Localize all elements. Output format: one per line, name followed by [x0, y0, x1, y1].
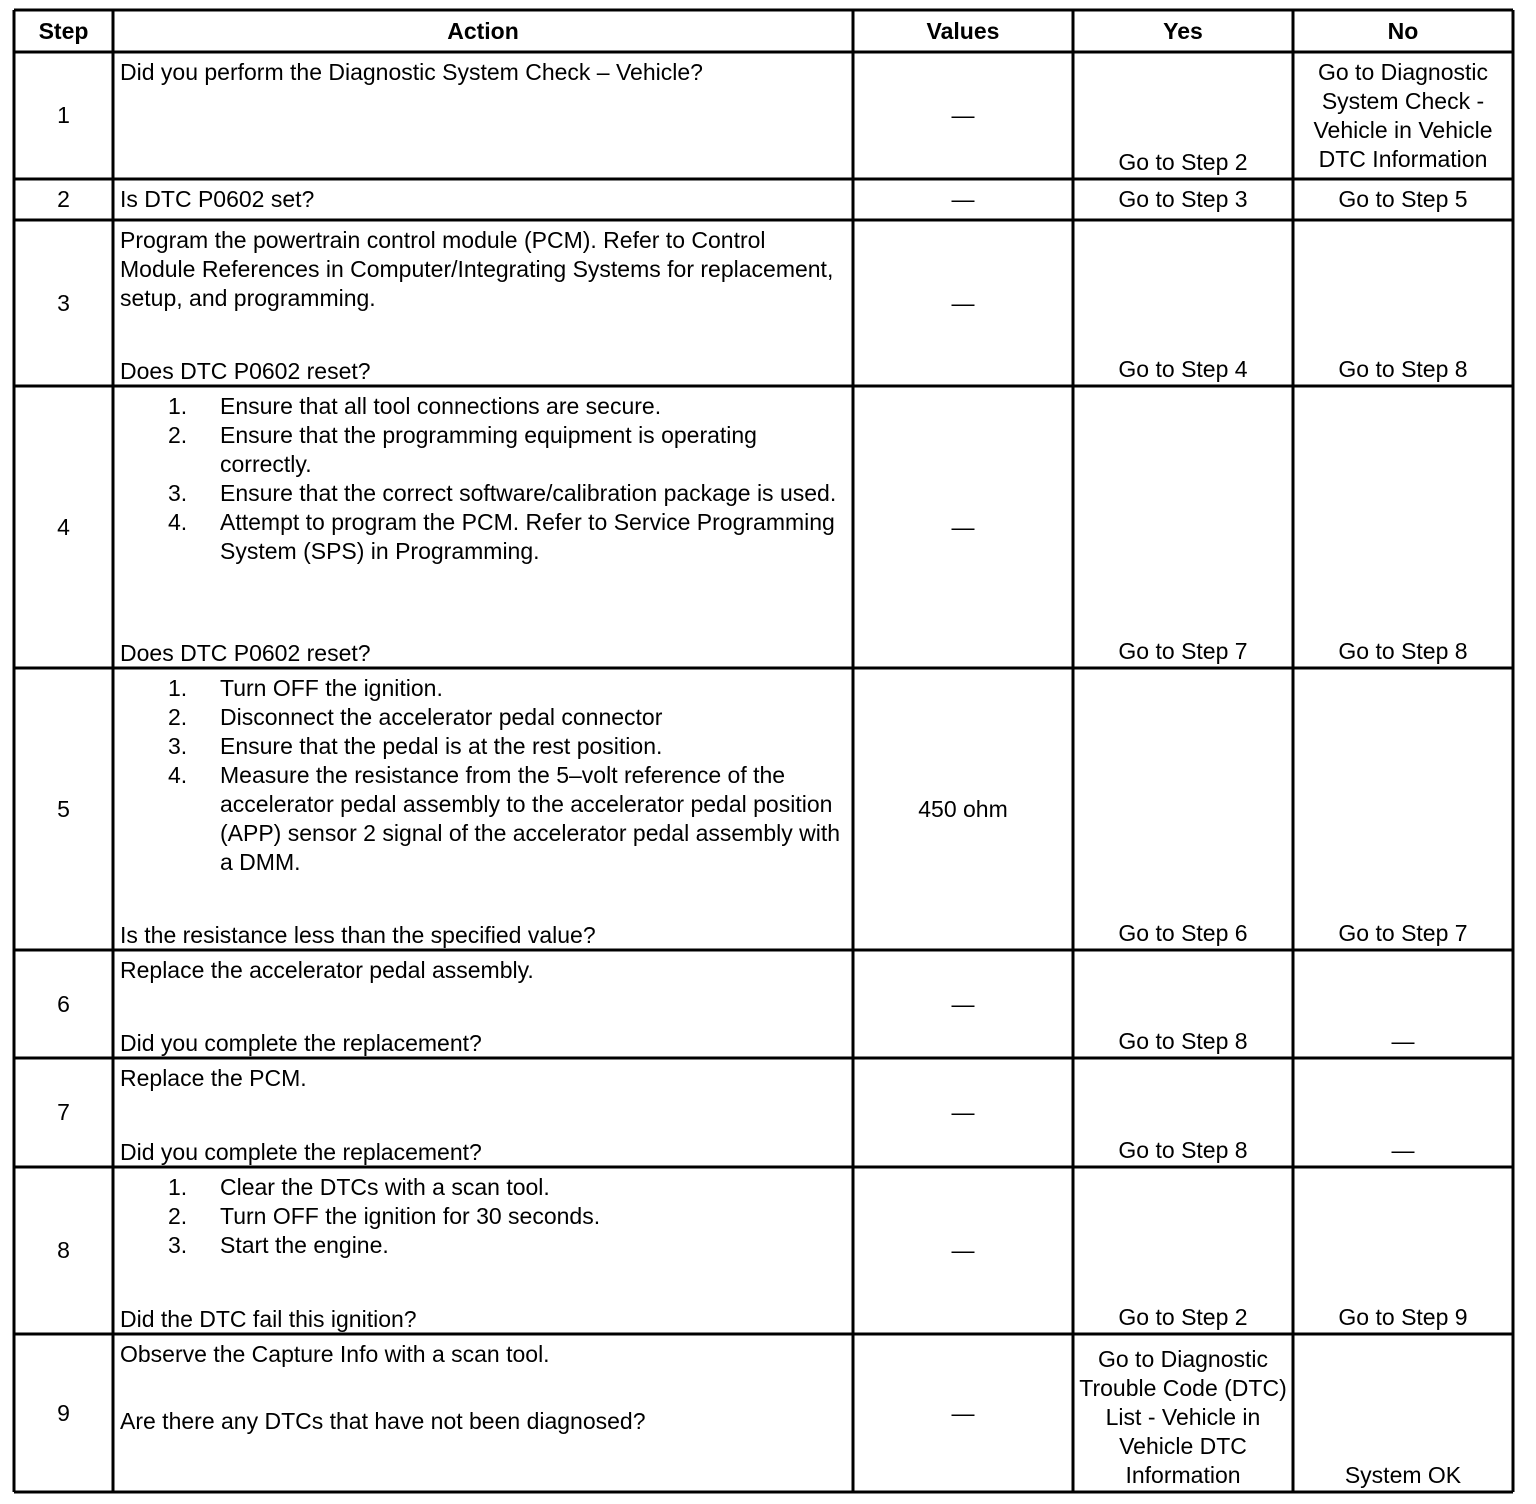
step-number-cell [14, 1334, 113, 1492]
procedure-step [120, 508, 841, 566]
action-question: Did the DTC fail this ignition? [120, 1306, 417, 1332]
procedure-step-text: Start the engine. [220, 1232, 389, 1258]
procedure-step [120, 1202, 841, 1231]
procedure-step [120, 761, 841, 877]
no-text: Go to Step 7 [1338, 920, 1468, 946]
step-number: 9 [57, 1399, 70, 1426]
procedure-list [120, 392, 841, 566]
procedure-step-text: Disconnect the accelerator pedal connector [220, 704, 663, 730]
values-cell [853, 668, 1073, 950]
action-text: Observe the Capture Info with a scan tool. [120, 1341, 550, 1367]
yes-text: Go to Step 4 [1118, 356, 1248, 382]
procedure-step-number: 4. [168, 762, 188, 788]
step-number: 3 [57, 289, 70, 316]
yes-text: Go to Diagnostic Trouble Code (DTC) List - Vehicle in Vehicle DTC Information [1079, 1346, 1287, 1488]
no-text: Go to Step 8 [1338, 356, 1468, 382]
step-number-cell [14, 52, 113, 179]
spacer [120, 1260, 841, 1305]
step-number-cell [14, 220, 113, 386]
no-cell [1293, 1334, 1513, 1492]
action-cell [113, 1058, 853, 1167]
procedure-step-number: 3. [168, 480, 188, 506]
no-cell [1293, 1167, 1513, 1334]
procedure-step-text: Clear the DTCs with a scan tool. [220, 1174, 550, 1200]
header-yes [1073, 10, 1293, 52]
yes-text: Go to Step 2 [1118, 1304, 1248, 1330]
yes-cell [1073, 220, 1293, 386]
no-cell [1293, 668, 1513, 950]
header-step-label: Step [38, 17, 89, 44]
action-question: Does DTC P0602 reset? [120, 358, 371, 384]
header-no [1293, 10, 1513, 52]
yes-text: Go to Step 3 [1118, 186, 1248, 212]
value-text: — [951, 1237, 975, 1263]
action-text: Are there any DTCs that have not been diagnosed? [120, 1408, 646, 1434]
procedure-step-number: 1. [168, 1174, 188, 1200]
values-cell [853, 950, 1073, 1058]
no-text: Go to Diagnostic System Check - Vehicle in Vehicle DTC Information [1313, 59, 1493, 172]
yes-cell [1073, 950, 1293, 1058]
values-cell [853, 1058, 1073, 1167]
yes-text: Go to Step 8 [1118, 1028, 1248, 1054]
step-number: 2 [57, 186, 70, 212]
procedure-step-number: 3. [168, 733, 188, 759]
spacer [120, 985, 841, 1029]
procedure-step-text: Ensure that all tool connections are secure. [220, 393, 662, 419]
action-text: Did you perform the Diagnostic System Check – Vehicle? [120, 59, 703, 85]
values-cell [853, 179, 1073, 220]
yes-cell [1073, 1167, 1293, 1334]
step-number: 5 [57, 795, 70, 822]
values-cell [853, 52, 1073, 179]
yes-text: Go to Step 6 [1118, 920, 1248, 946]
step-number-cell [14, 668, 113, 950]
action-question: Is the resistance less than the specified value? [120, 922, 596, 948]
procedure-step-text: Turn OFF the ignition. [220, 675, 443, 701]
no-text: Go to Step 5 [1338, 186, 1468, 212]
action-text: Program the powertrain control module (PCM). Refer to Control Module References in Computer/Integrating Systems for replacement, setup, and programming. [120, 227, 834, 311]
no-cell [1293, 179, 1513, 220]
values-cell [853, 1167, 1073, 1334]
value-text: 450 ohm [918, 795, 1008, 822]
step-number: 1 [57, 102, 70, 128]
procedure-step [120, 1231, 841, 1260]
header-values-label: Values [926, 17, 1000, 44]
no-text: Go to Step 9 [1338, 1304, 1468, 1330]
procedure-list [120, 1173, 841, 1260]
action-question: Did you complete the replacement? [120, 1030, 482, 1056]
procedure-step [120, 703, 841, 732]
action-cell [113, 668, 853, 950]
no-text: System OK [1344, 1462, 1462, 1488]
procedure-step-text: Ensure that the correct software/calibration package is used. [220, 480, 837, 506]
action-cell [113, 386, 853, 668]
value-text: — [951, 513, 975, 540]
header-values [853, 10, 1073, 52]
action-text: Replace the PCM. [120, 1065, 307, 1091]
procedure-step-text: Attempt to program the PCM. Refer to Service Programming System (SPS) in Programming. [220, 509, 835, 564]
procedure-step [120, 1173, 841, 1202]
action-cell [113, 950, 853, 1058]
step-number: 7 [57, 1099, 70, 1125]
header-yes-label: Yes [1163, 17, 1203, 44]
yes-cell [1073, 668, 1293, 950]
action-text: Replace the accelerator pedal assembly. [120, 957, 534, 983]
procedure-step-number: 2. [168, 422, 188, 448]
procedure-step [120, 674, 841, 703]
spacer [120, 313, 841, 357]
value-text: — [951, 289, 975, 316]
value-text: — [951, 102, 975, 128]
procedure-step [120, 732, 841, 761]
values-cell [853, 1334, 1073, 1492]
procedure-step-text: Turn OFF the ignition for 30 seconds. [220, 1203, 601, 1229]
step-number-cell [14, 1058, 113, 1167]
no-text: — [1391, 1137, 1415, 1163]
procedure-step-number: 3. [168, 1232, 188, 1258]
action-cell [113, 179, 853, 220]
values-cell [853, 220, 1073, 386]
yes-text: Go to Step 7 [1118, 638, 1248, 664]
yes-cell [1073, 386, 1293, 668]
spacer [120, 566, 841, 639]
step-number-cell [14, 950, 113, 1058]
procedure-step-number: 4. [168, 509, 188, 535]
yes-cell [1073, 52, 1293, 179]
spacer [120, 1093, 841, 1138]
no-text: — [1391, 1028, 1415, 1054]
no-cell [1293, 220, 1513, 386]
step-number-cell [14, 179, 113, 220]
no-cell [1293, 52, 1513, 179]
action-cell [113, 52, 853, 179]
header-step [14, 10, 113, 52]
yes-cell [1073, 179, 1293, 220]
action-cell [113, 1334, 853, 1492]
yes-text: Go to Step 8 [1118, 1137, 1248, 1163]
step-number: 8 [57, 1237, 70, 1263]
yes-cell [1073, 1058, 1293, 1167]
procedure-step-number: 2. [168, 704, 188, 730]
header-action [113, 10, 853, 52]
no-cell [1293, 950, 1513, 1058]
no-cell [1293, 386, 1513, 668]
no-text: Go to Step 8 [1338, 638, 1468, 664]
action-question: Does DTC P0602 reset? [120, 640, 371, 666]
spacer [120, 877, 841, 921]
procedure-step-number: 2. [168, 1203, 188, 1229]
procedure-step-text: Measure the resistance from the 5–volt reference of the accelerator pedal assembly to the accelerator pedal position (APP) sensor 2 signal of the accelerator pedal assembly with a DMM. [220, 762, 841, 875]
action-text: Is DTC P0602 set? [120, 186, 315, 212]
procedure-step-text: Ensure that the pedal is at the rest position. [220, 733, 663, 759]
header-no-label: No [1387, 17, 1419, 44]
procedure-list [120, 674, 841, 877]
action-question: Did you complete the replacement? [120, 1139, 482, 1165]
value-text: — [951, 1399, 975, 1426]
procedure-step-number: 1. [168, 393, 188, 419]
values-cell [853, 386, 1073, 668]
value-text: — [951, 1099, 975, 1125]
yes-cell [1073, 1334, 1293, 1492]
action-cell [113, 220, 853, 386]
procedure-step [120, 479, 841, 508]
procedure-step [120, 421, 841, 479]
step-number-cell [14, 386, 113, 668]
procedure-step-text: Ensure that the programming equipment is operating correctly. [220, 422, 757, 477]
step-number: 6 [57, 990, 70, 1017]
header-action-label: Action [447, 17, 519, 44]
step-number: 4 [57, 513, 70, 540]
procedure-step [120, 392, 841, 421]
action-cell [113, 1167, 853, 1334]
value-text: — [951, 990, 975, 1017]
procedure-step-number: 1. [168, 675, 188, 701]
step-number-cell [14, 1167, 113, 1334]
yes-text: Go to Step 2 [1118, 149, 1248, 175]
no-cell [1293, 1058, 1513, 1167]
value-text: — [951, 186, 975, 212]
